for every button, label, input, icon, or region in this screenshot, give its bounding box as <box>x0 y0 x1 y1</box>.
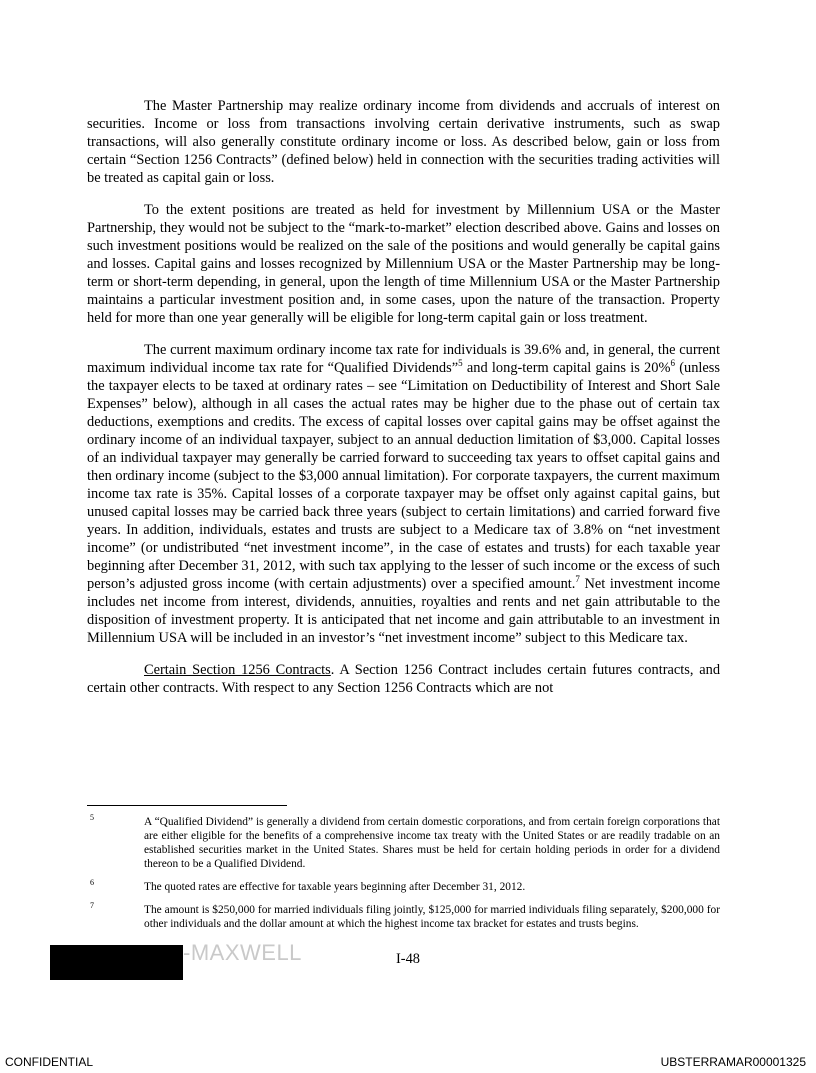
footnote-6 <box>87 880 720 894</box>
footnote-5 <box>87 815 720 871</box>
paragraph-ordinary-income: The Master Partnership may realize ordinary income from dividends and accruals of interest on securities. Income or loss from transactions involving certain derivative instruments, such as swap transactions, will also generally constitute ordinary income or loss. As described below, gain or loss from certain “Section 1256 Contracts” (defined below) held in connection with the securities trading activities will be treated as capital gain or loss. <box>87 98 720 186</box>
footnote-number: 5 <box>90 813 94 822</box>
tax-rates-text-c: (unless the taxpayer elects to be taxed at ordinary rates – see “Limitation on Deductibility of Interest and Short Sale Expenses” below), although in all cases the actual rates may be higher due to the phase out of certain tax deductions, exemptions and credits. The excess of capital losses over capital gains may be offset against the ordinary income of an individual taxpayer, subject to an annual deduction limitation of $3,000. Capital losses of an individual taxpayer may generally be carried forward to succeeding tax years to offset capital gains and then ordinary income (subject to the $3,000 annual limitation). For corporate taxpayers, the current maximum income tax rate is 35%. Capital losses of a corporate taxpayer may be offset only against capital gains, but unused capital losses may be carried back three years (subject to certain limitations) and carried forward five years. In addition, individuals, estates and trusts are subject to a Medicare tax of 3.8% on “net investment income” (or undistributed “net investment income”, in the case of estates and trusts) for each taxable year beginning after December 31, 2012, with such tax applying to the lesser of such income or the excess of such person’s adjusted gross income (with certain adjustments) over a specified amount. <box>87 360 720 592</box>
footnote-text: The quoted rates are effective for taxable years beginning after December 31, 2012. <box>144 881 526 893</box>
tax-rates-text-b: and long-term capital gains is 20% <box>462 360 671 376</box>
footnote-text: The amount is $250,000 for married individuals filing jointly, $125,000 for married individuals filing separately, $200,000 for other individuals and the dollar amount at which the highest income tax bracket for estates and trusts begins. <box>144 904 720 930</box>
footnote-7 <box>87 903 720 931</box>
confidential-label: CONFIDENTIAL <box>5 1055 94 1069</box>
section-1256-body: A Section 1256 Contract includes certain futures contracts, and certain other contracts. With respect to any Section 1256 Contracts which are not <box>87 662 721 696</box>
document-body <box>87 97 720 711</box>
section-1256-heading: Certain Section 1256 Contracts <box>144 662 331 678</box>
footnote-ref-5: 5 <box>458 358 463 369</box>
redaction-box <box>50 945 183 980</box>
tax-rates-text-a: The current maximum ordinary income tax rate for individuals is 39.6% and, in general, the current maximum individual income tax rate for “Qualified Dividends” <box>87 342 720 376</box>
footnote-number: 7 <box>90 901 94 910</box>
paragraph-section-1256 <box>87 661 720 697</box>
paragraph-tax-rates <box>87 341 720 647</box>
page-number: I-48 <box>396 951 420 967</box>
footnote-ref-7: 7 <box>575 574 580 585</box>
footnote-number: 6 <box>90 878 94 887</box>
section-1256-heading-punct: . <box>330 662 335 678</box>
footnotes <box>87 815 720 940</box>
paragraph-investment-positions: To the extent positions are treated as held for investment by Millennium USA or the Master Partnership, they would not be subject to the “mark-to-market” election described above. Gains and losses on such investment positions would be realized on the sale of the positions and would generally be capital gains and losses. Capital gains and losses recognized by Millennium USA or the Master Partnership may be long-term or short-term depending, in general, upon the length of time Millennium USA or the Master Partnership maintains a particular investment position and, in some cases, upon the nature of the transaction. Property held for more than one year generally will be eligible for long-term capital gain or loss treatment. <box>87 202 720 326</box>
footnote-divider <box>87 805 287 806</box>
bates-number: UBSTERRAMAR00001325 <box>660 1055 806 1069</box>
footnote-text: A “Qualified Dividend” is generally a dividend from certain domestic corporations, and from certain foreign corporations that are either eligible for the benefits of a comprehensive income tax treaty with the United States or are readily tradable on an established securities market in the United States. Shares must be held for certain holding periods in order for a dividend thereon to be a Qualified Dividend. <box>144 816 720 870</box>
maxwell-watermark: -MAXWELL <box>183 940 302 965</box>
tax-rates-text-d: Net investment income includes net income from interest, dividends, annuities, royalties and rents and net gain attributable to the disposition of investment property. It is anticipated that net income and gain attributable to an investment in Millennium USA will be included in an investor’s “net investment income” subject to this Medicare tax. <box>87 576 720 646</box>
footnote-ref-6: 6 <box>670 358 675 369</box>
